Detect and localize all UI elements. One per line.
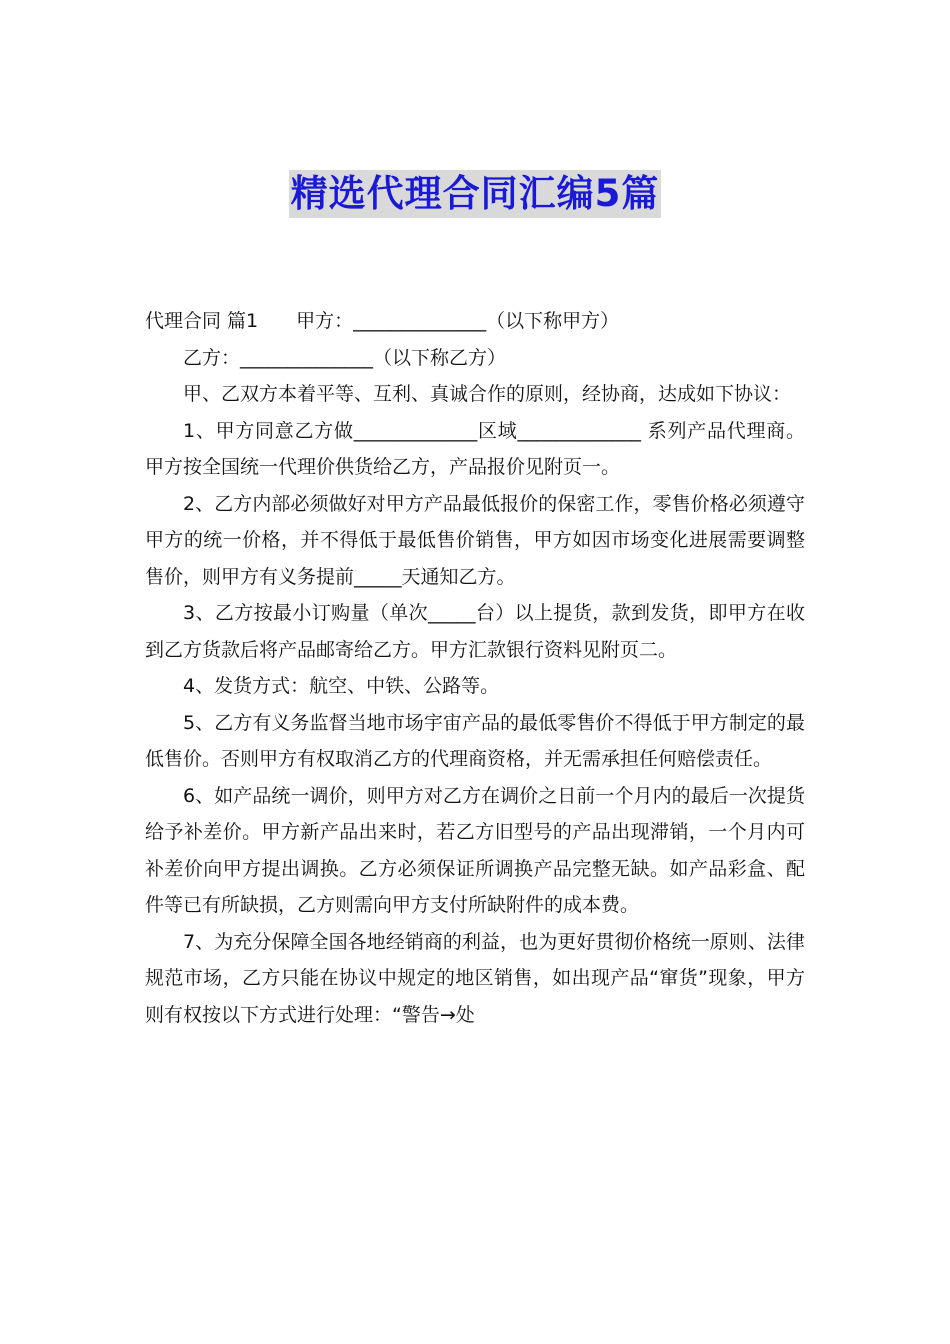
- clause-7: 7、为充分保障全国各地经销商的利益，也为更好贯彻价格统一原则、法律规范市场，乙方只能在协议中规定的地区销售，如出现产品“窜货”现象，甲方则有权按以下方式进行处理：“警告→处: [145, 930, 805, 1026]
- contract-heading-line: 代理合同 篇1 甲方：______________（以下称甲方）: [145, 310, 620, 332]
- document-title-text: 精选代理合同汇编5篇: [289, 170, 662, 218]
- document-body: [145, 303, 805, 1033]
- clause-4: 4、发货方式：航空、中铁、公路等。: [183, 675, 500, 697]
- clause-6: 6、如产品统一调价，则甲方对乙方在调价之日前一个月内的最后一次提货给予补差价。甲方新产品出来时，若乙方旧型号的产品出现滞销，一个月内可补差价向甲方提出调换。乙方必须保证所调换产品完整无缺。如产品彩盒、配件等已有所缺损，乙方则需向甲方支付所缺附件的成本费。: [145, 784, 805, 916]
- clause-2: 2、乙方内部必须做好对甲方产品最低报价的保密工作，零售价格必须遵守甲方的统一价格，并不得低于最低售价销售，甲方如因市场变化进展需要调整售价，则甲方有义务提前_____天通知乙方。: [145, 492, 805, 588]
- party-b-line: 乙方：______________（以下称乙方）: [183, 346, 507, 369]
- clause-3: 3、乙方按最小订购量（单次_____台）以上提货，款到发货，即甲方在收到乙方货款后将产品邮寄给乙方。甲方汇款银行资料见附页二。: [145, 602, 805, 661]
- document-title: [0, 170, 950, 218]
- preamble-paragraph: 甲、乙双方本着平等、互利、真诚合作的原则，经协商，达成如下协议：: [183, 383, 792, 405]
- clause-1: 1、甲方同意乙方做_____________区域_____________ 系列产品代理商。甲方按全国统一代理价供货给乙方，产品报价见附页一。: [145, 419, 805, 478]
- clause-5: 5、乙方有义务监督当地市场宇宙产品的最低零售价不得低于甲方制定的最低售价。否则甲方有权取消乙方的代理商资格，并无需承担任何赔偿责任。: [145, 711, 805, 770]
